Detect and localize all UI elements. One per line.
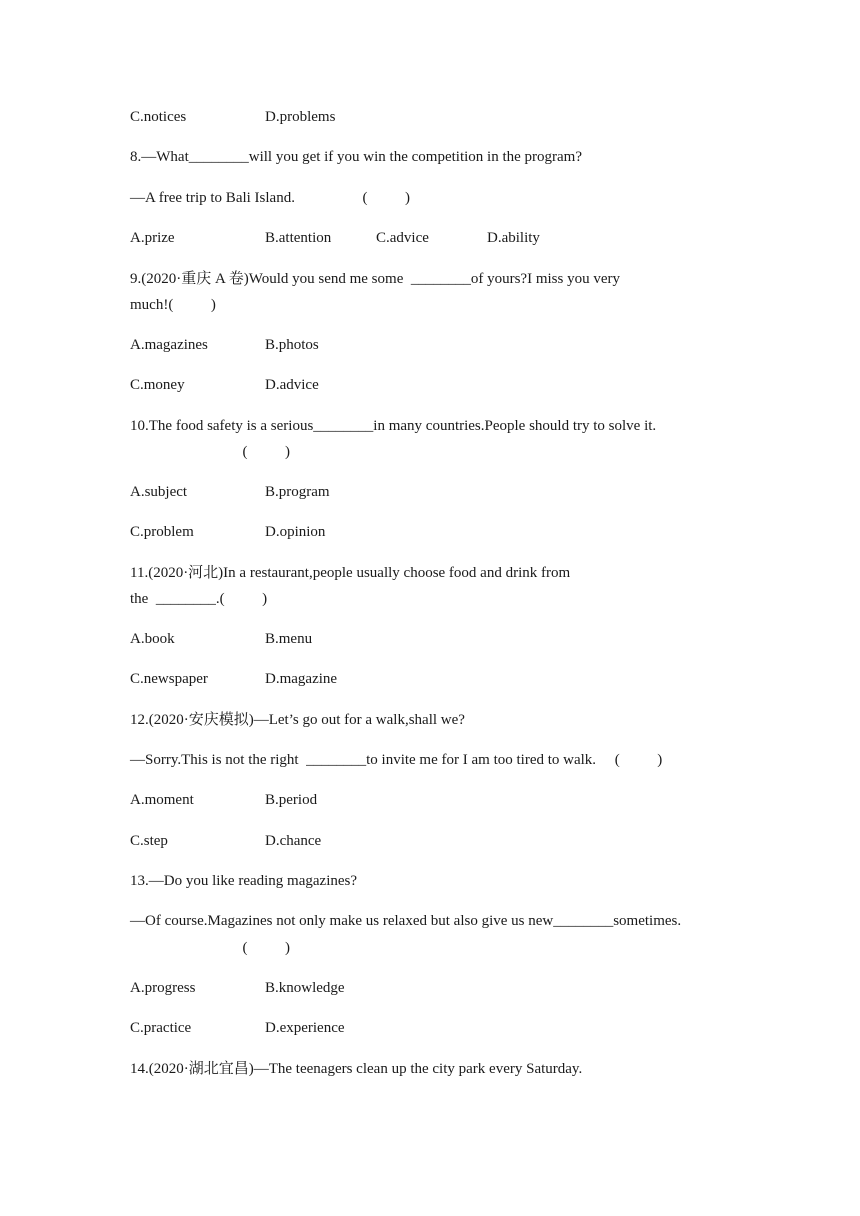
option-a-subject: A.subject	[130, 484, 188, 500]
option-c-money: C.money	[130, 377, 185, 393]
question-12: 12.(2020·安庆模拟)—Let’s go out for a walk,shall we?	[130, 712, 465, 728]
question-13-answer: —Of course.Magazines not only make us relaxed but also give us new________sometimes.	[130, 913, 682, 929]
option-c-newspaper: C.newspaper	[130, 671, 208, 687]
option-d-problems: D.problems	[265, 109, 336, 125]
option-d-opinion: D.opinion	[265, 524, 326, 540]
question-10: 10.The food safety is a serious________in many countries.People should try to solve it.	[130, 418, 657, 434]
option-a-book: A.book	[130, 631, 175, 647]
option-c-step: C.step	[130, 833, 168, 849]
option-a-moment: A.moment	[130, 792, 194, 808]
question-11: 11.(2020·河北)In a restaurant,people usually choose food and drink from	[130, 565, 571, 581]
option-b-menu: B.menu	[265, 631, 313, 647]
option-a-magazines: A.magazines	[130, 337, 208, 353]
option-c-practice: C.practice	[130, 1020, 192, 1036]
option-d-magazine: D.magazine	[265, 671, 338, 687]
question-10-bracket: ( )	[130, 444, 290, 460]
question-12-answer: —Sorry.This is not the right ________to invite me for I am too tired to walk. ( )	[130, 752, 663, 768]
question-8: 8.—What________will you get if you win the competition in the program?	[130, 149, 582, 165]
option-d-chance: D.chance	[265, 833, 322, 849]
option-c-advice: C.advice	[376, 230, 429, 246]
option-a-progress: A.progress	[130, 980, 196, 996]
option-d-ability: D.ability	[487, 230, 540, 246]
question-13-bracket: ( )	[130, 940, 290, 956]
option-b-attention: B.attention	[265, 230, 332, 246]
question-8-answer: —A free trip to Bali Island. ( )	[130, 190, 410, 206]
option-a-prize: A.prize	[130, 230, 175, 246]
option-c-notices: C.notices	[130, 109, 187, 125]
question-9-continued: much!( )	[130, 297, 216, 313]
option-b-knowledge: B.knowledge	[265, 980, 345, 996]
option-b-period: B.period	[265, 792, 318, 808]
option-c-problem: C.problem	[130, 524, 194, 540]
question-11-continued: the ________.( )	[130, 591, 268, 607]
question-13: 13.—Do you like reading magazines?	[130, 873, 358, 889]
question-14: 14.(2020·湖北宜昌)—The teenagers clean up the city park every Saturday.	[130, 1061, 583, 1077]
option-d-experience: D.experience	[265, 1020, 345, 1036]
option-b-program: B.program	[265, 484, 330, 500]
option-d-advice: D.advice	[265, 377, 319, 393]
question-9: 9.(2020·重庆 A 卷)Would you send me some ________of yours?I miss you very	[130, 271, 620, 287]
option-b-photos: B.photos	[265, 337, 319, 353]
